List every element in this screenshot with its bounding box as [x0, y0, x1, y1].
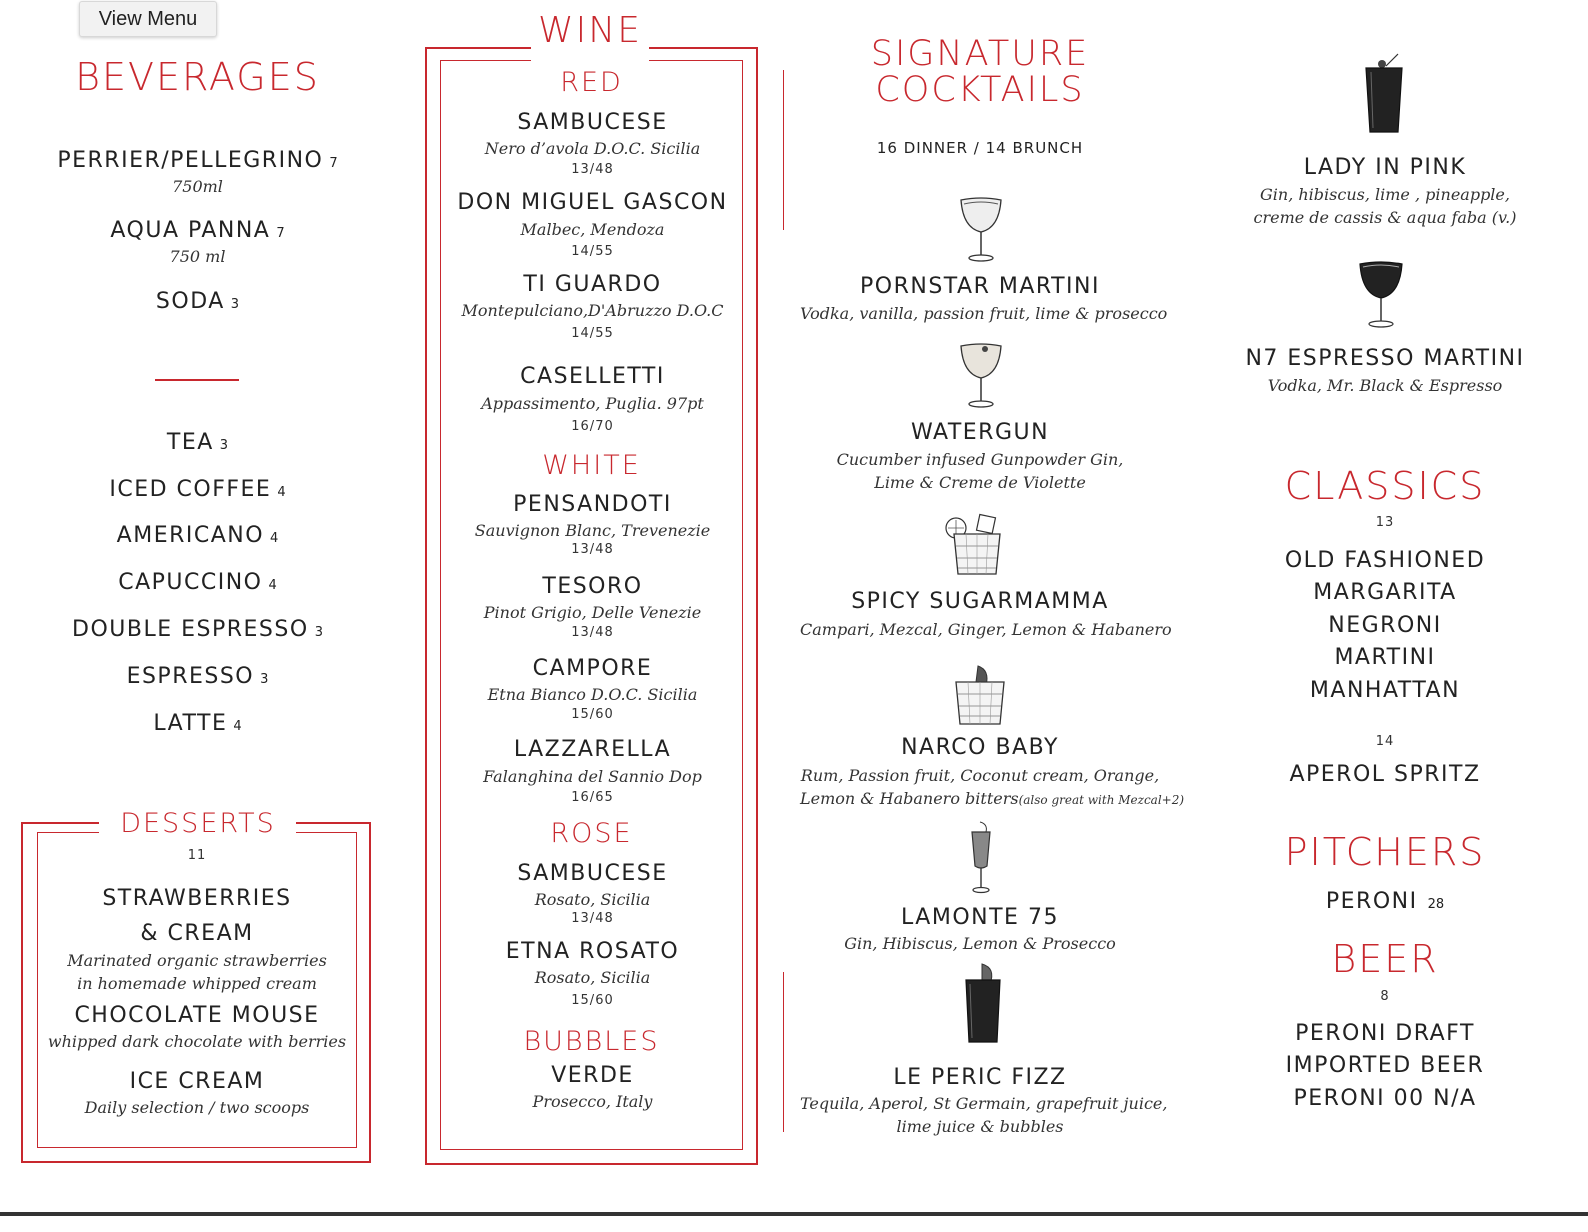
- wine-name: TI GUARDO: [523, 272, 662, 297]
- beverages-title: BEVERAGES: [75, 55, 320, 99]
- frame-line: [296, 832, 357, 833]
- wine-desc: Pinot Grigio, Delle Venezie: [483, 603, 702, 622]
- cocktails-title: SIGNATURE COCKTAILS: [870, 34, 1090, 110]
- cocktail-name: WATERGUN: [910, 420, 1050, 445]
- wine-price: 16/65: [571, 790, 614, 805]
- frame-line: [425, 47, 531, 49]
- wine-price: 14/55: [571, 326, 614, 341]
- beverage-item: DOUBLE ESPRESSO 3: [72, 617, 323, 642]
- divider: [155, 379, 239, 381]
- beer-title: BEER: [1331, 937, 1439, 981]
- wine-price: 13/48: [571, 162, 614, 177]
- cocktail-desc: Gin, Hibiscus, Lemon & Prosecco: [844, 934, 1116, 953]
- wine-red-title: RED: [560, 67, 623, 98]
- classic-item: APEROL SPRITZ: [1289, 762, 1481, 787]
- beverage-item: LATTE 4: [153, 711, 242, 736]
- wine-name: CASELLETTI: [520, 364, 665, 389]
- dessert-name: & CREAM: [140, 921, 254, 946]
- wine-name: ETNA ROSATO: [505, 939, 680, 964]
- dessert-name: ICE CREAM: [129, 1069, 265, 1094]
- wine-desc: Etna Bianco D.O.C. Sicilia: [487, 685, 698, 704]
- wine-desc: Appassimento, Puglia. 97pt: [481, 394, 704, 413]
- wine-price: 15/60: [571, 993, 614, 1008]
- rocks-glass-icon: [950, 660, 1010, 728]
- martini-glass-icon: [1358, 258, 1404, 330]
- coupe-glass-icon: [958, 194, 1004, 264]
- coupe-glass-icon: [958, 340, 1004, 410]
- cocktail-desc: Cucumber infused Gunpowder Gin,: [836, 450, 1124, 469]
- desserts-price: 11: [187, 848, 207, 863]
- wine-name: TESORO: [542, 574, 643, 599]
- beverage-item: ICED COFFEE 4: [109, 477, 286, 502]
- beer-item: PERONI DRAFT: [1295, 1021, 1475, 1046]
- beverage-item: AMERICANO 4: [116, 523, 279, 548]
- wine-desc: Rosato, Sicilia: [534, 890, 651, 909]
- classics-price: 13: [1375, 515, 1395, 530]
- wine-white-title: WHITE: [542, 450, 641, 481]
- view-menu-button[interactable]: View Menu: [79, 1, 217, 37]
- wine-price: 13/48: [571, 911, 614, 926]
- cocktail-desc: Gin, hibiscus, lime , pineapple,: [1260, 185, 1510, 204]
- cocktail-desc: Tequila, Aperol, St Germain, grapefruit juice,: [800, 1094, 1168, 1113]
- wine-title: WINE: [538, 10, 642, 51]
- wine-desc: Sauvignon Blanc, Trevenezie: [474, 521, 711, 540]
- cocktails-pricing: 16 DINNER / 14 BRUNCH: [876, 139, 1084, 157]
- frame-line: [440, 60, 531, 61]
- wine-name: LAZZARELLA: [513, 737, 672, 762]
- beer-item: PERONI 00 N/A: [1293, 1086, 1477, 1111]
- rocks-glass-icon: [944, 512, 1008, 578]
- frame-line: [649, 47, 758, 49]
- dessert-desc: Daily selection / two scoops: [84, 1098, 310, 1117]
- beverage-note: 750 ml: [169, 247, 226, 266]
- beverage-item: TEA 3: [166, 430, 229, 455]
- champagne-flute-icon: [966, 820, 996, 894]
- dessert-desc: in homemade whipped cream: [77, 974, 317, 993]
- cocktail-desc: Vodka, Mr. Black & Espresso: [1267, 376, 1503, 395]
- cocktail-name: SPICY SUGARMAMMA: [851, 589, 1109, 614]
- classic-item: MARTINI: [1334, 645, 1436, 670]
- cocktail-desc: Rum, Passion fruit, Coconut cream, Orange,: [800, 766, 1160, 785]
- pitcher-item: PERONI 28: [1325, 889, 1445, 914]
- desserts-title: DESSERTS: [120, 808, 276, 839]
- wine-name: SAMBUCESE: [517, 110, 668, 135]
- wine-price: 13/48: [571, 625, 614, 640]
- wine-name: CAMPORE: [532, 656, 653, 681]
- wine-name: VERDE: [551, 1063, 634, 1088]
- classic-item: MANHATTAN: [1309, 678, 1461, 703]
- dessert-desc: Marinated organic strawberries: [67, 951, 327, 970]
- wine-price: 13/48: [571, 542, 614, 557]
- cocktail-name: LAMONTE 75: [901, 905, 1059, 930]
- wine-desc: Prosecco, Italy: [532, 1092, 653, 1111]
- classics-title: CLASSICS: [1284, 464, 1486, 508]
- beer-price: 8: [1380, 989, 1390, 1004]
- wine-rose-title: ROSE: [550, 818, 633, 849]
- wine-name: SAMBUCESE: [517, 861, 668, 886]
- cocktail-name: LADY IN PINK: [1303, 155, 1467, 180]
- wine-name: PENSANDOTI: [513, 492, 672, 517]
- cocktail-name: PORNSTAR MARTINI: [860, 274, 1100, 299]
- beer-item: IMPORTED BEER: [1285, 1053, 1485, 1078]
- classics-price: 14: [1375, 734, 1395, 749]
- divider: [783, 70, 784, 230]
- wine-price: 16/70: [571, 419, 614, 434]
- beverage-item: CAPUCCINO 4: [118, 570, 277, 595]
- wine-desc: Falanghina del Sannio Dop: [483, 767, 702, 786]
- cocktail-name: N7 ESPRESSO MARTINI: [1245, 346, 1525, 371]
- classic-item: MARGARITA: [1313, 580, 1457, 605]
- pitchers-title: PITCHERS: [1284, 830, 1486, 874]
- frame-line: [296, 822, 371, 824]
- wine-price: 14/55: [571, 244, 614, 259]
- wine-desc: Nero d’avola D.O.C. Sicilia: [484, 139, 701, 158]
- cocktail-desc: Lemon & Habanero bitters(also great with Mezcal+2): [800, 789, 1185, 808]
- highball-glass-icon: [960, 962, 1006, 1046]
- beverage-note: 750ml: [172, 177, 223, 196]
- wine-name: DON MIGUEL GASCON: [457, 190, 728, 215]
- cocktail-name: LE PERIC FIZZ: [893, 1065, 1067, 1090]
- cocktail-desc: Campari, Mezcal, Ginger, Lemon & Habanero: [800, 620, 1172, 639]
- dessert-desc: whipped dark chocolate with berries: [47, 1032, 347, 1051]
- frame-line: [21, 822, 99, 824]
- cocktail-desc: creme de cassis & aqua faba (v.): [1253, 208, 1517, 227]
- wine-desc: Malbec, Mendoza: [520, 220, 665, 239]
- wine-desc: Montepulciano,D'Abruzzo D.O.C: [461, 301, 724, 320]
- cocktail-desc: Lime & Creme de Violette: [874, 473, 1086, 492]
- cocktail-desc: lime juice & bubbles: [896, 1117, 1064, 1136]
- classic-item: OLD FASHIONED: [1284, 548, 1486, 573]
- highball-glass-icon: [1362, 52, 1406, 136]
- dessert-name: CHOCOLATE MOUSE: [74, 1003, 320, 1028]
- dessert-name: STRAWBERRIES: [102, 886, 292, 911]
- beverage-item: PERRIER/PELLEGRINO 7: [57, 148, 338, 173]
- wine-desc: Rosato, Sicilia: [534, 968, 651, 987]
- beverage-item: ESPRESSO 3: [126, 664, 269, 689]
- divider: [783, 972, 784, 1132]
- beverage-item: SODA 3: [155, 289, 240, 314]
- classic-item: NEGRONI: [1328, 613, 1442, 638]
- beverage-item: AQUA PANNA 7: [110, 218, 285, 243]
- cocktail-name: NARCO BABY: [901, 735, 1059, 760]
- frame-line: [649, 60, 743, 61]
- wine-price: 15/60: [571, 707, 614, 722]
- wine-bubbles-title: BUBBLES: [523, 1026, 660, 1057]
- cocktail-desc: Vodka, vanilla, passion fruit, lime & prosecco: [800, 304, 1168, 323]
- bottom-edge: [0, 1212, 1588, 1216]
- frame-line: [37, 832, 99, 833]
